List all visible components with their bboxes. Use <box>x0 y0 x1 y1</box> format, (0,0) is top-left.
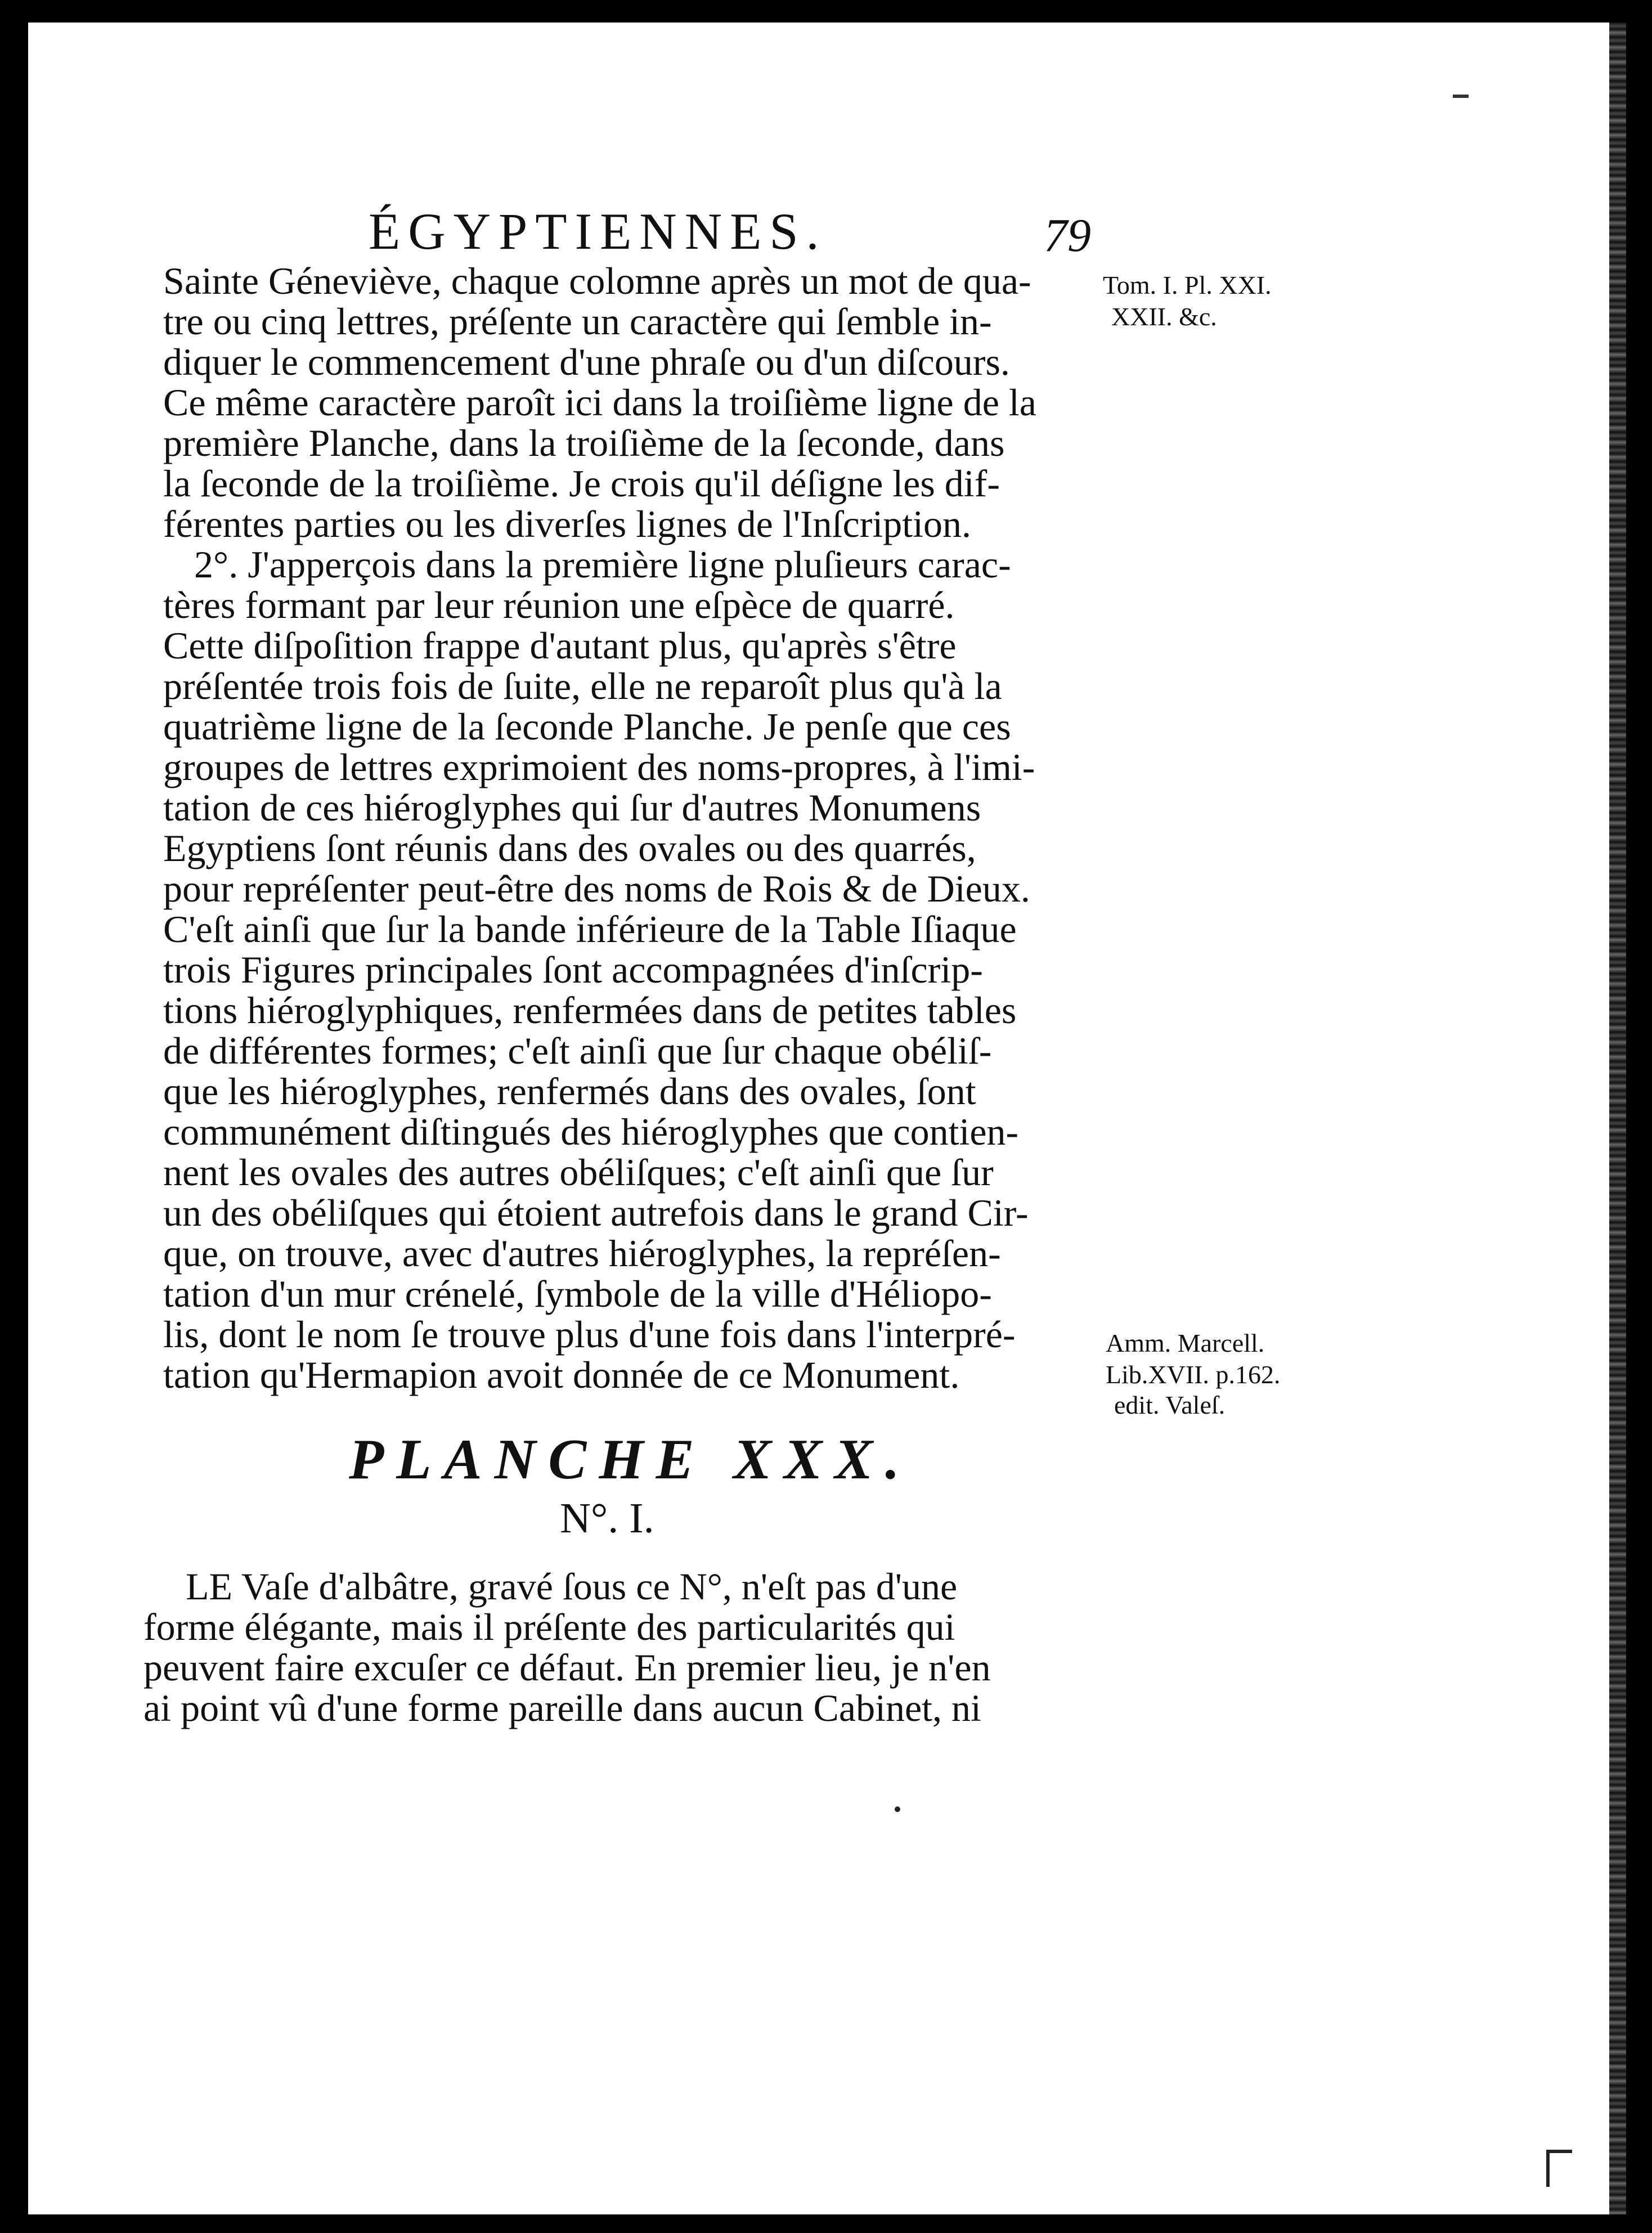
running-header: ÉGYPTIENNES. <box>369 203 827 260</box>
body-line: tions hiéroglyphiques, renfermées dans de petites tables <box>163 989 1017 1032</box>
body-line: groupes de lettres exprimoient des noms-propres, à l'imi- <box>163 746 1035 788</box>
margin-note: Lib.XVII. p.162. <box>1106 1360 1281 1389</box>
body-line: pour repréſenter peut-être des noms de Rois & de Dieux. <box>163 867 1030 910</box>
body-line: communément diſtingués des hiéroglyphes que contien- <box>163 1110 1019 1153</box>
print-dot <box>895 1806 900 1812</box>
body-line: LE Vaſe d'albâtre, gravé ſous ce N°, n'eſt pas d'une <box>186 1565 958 1608</box>
body-line: diquer le commencement d'une phraſe ou d'un diſcours. <box>163 340 1010 383</box>
body-line: ai point vû d'une forme pareille dans aucun Cabinet, ni <box>143 1687 981 1729</box>
body-line: préſentée trois fois de ſuite, elle ne reparoît plus qu'à la <box>163 665 1002 707</box>
body-line: trois Figures principales ſont accompagnées d'inſcrip- <box>163 948 983 991</box>
body-line: peuvent faire excuſer ce défaut. En premier lieu, je n'en <box>143 1646 991 1689</box>
corner-mark <box>1546 2150 1572 2187</box>
body-line: lis, dont le nom ſe trouve plus d'une fois dans l'interpré- <box>163 1313 1016 1356</box>
body-line: un des obéliſques qui étoient autrefois dans le grand Cir- <box>163 1191 1029 1234</box>
body-line: Sainte Géneviève, chaque colomne après un mot de qua- <box>163 259 1031 302</box>
margin-note: Tom. I. Pl. XXI. <box>1103 271 1272 299</box>
margin-note: XXII. &c. <box>1111 302 1217 331</box>
body-line: forme élégante, mais il préſente des particularités qui <box>143 1606 955 1648</box>
body-line: tation qu'Hermapion avoit donnée de ce Monument. <box>163 1353 960 1396</box>
body-line: nent les ovales des autres obéliſques; c'eſt ainſi que ſur <box>163 1151 994 1194</box>
body-line: quatrième ligne de la ſeconde Planche. Je penſe que ces <box>163 705 1011 748</box>
margin-note: Amm. Marcell. <box>1106 1329 1265 1357</box>
subsection-heading: N°. I. <box>560 1495 654 1542</box>
body-line: la ſeconde de la troiſième. Je crois qu'il déſigne les dif- <box>163 462 1000 505</box>
body-line: tères formant par leur réunion une eſpèce de quarré. <box>163 584 955 626</box>
body-line: tation de ces hiéroglyphes qui ſur d'autres Monumens <box>163 786 981 829</box>
body-line: C'eſt ainſi que ſur la bande inférieure de la Table Iſiaque <box>163 908 1017 950</box>
body-line: que les hiéroglyphes, renfermés dans des ovales, ſont <box>163 1070 976 1113</box>
margin-note: edit. Valeſ. <box>1114 1391 1225 1419</box>
body-line: que, on trouve, avec d'autres hiéroglyphes, la repréſen- <box>163 1232 1001 1275</box>
page-number: 79 <box>1044 209 1091 262</box>
page-edge-shadow <box>1609 23 1626 2214</box>
section-heading: PLANCHE XXX. <box>349 1428 912 1491</box>
body-line: de différentes formes; c'eſt ainſi que ſur chaque obéliſ- <box>163 1029 992 1072</box>
body-line: tre ou cinq lettres, préſente un caractère qui ſemble in- <box>163 300 992 343</box>
body-line: première Planche, dans la troiſième de la ſeconde, dans <box>163 422 1005 464</box>
body-line: 2°. J'apperçois dans la première ligne pluſieurs carac- <box>194 543 1011 586</box>
body-line: tation d'un mur crénelé, ſymbole de la ville d'Héliopo- <box>163 1272 992 1315</box>
body-line: férentes parties ou les diverſes lignes de l'Inſcription. <box>163 503 972 545</box>
body-line: Ce même caractère paroît ici dans la troiſième ligne de la <box>163 381 1036 424</box>
print-mark <box>1453 95 1469 98</box>
body-line: Egyptiens ſont réunis dans des ovales ou des quarrés, <box>163 827 976 869</box>
body-line: Cette diſpoſition frappe d'autant plus, qu'après s'être <box>163 624 957 667</box>
